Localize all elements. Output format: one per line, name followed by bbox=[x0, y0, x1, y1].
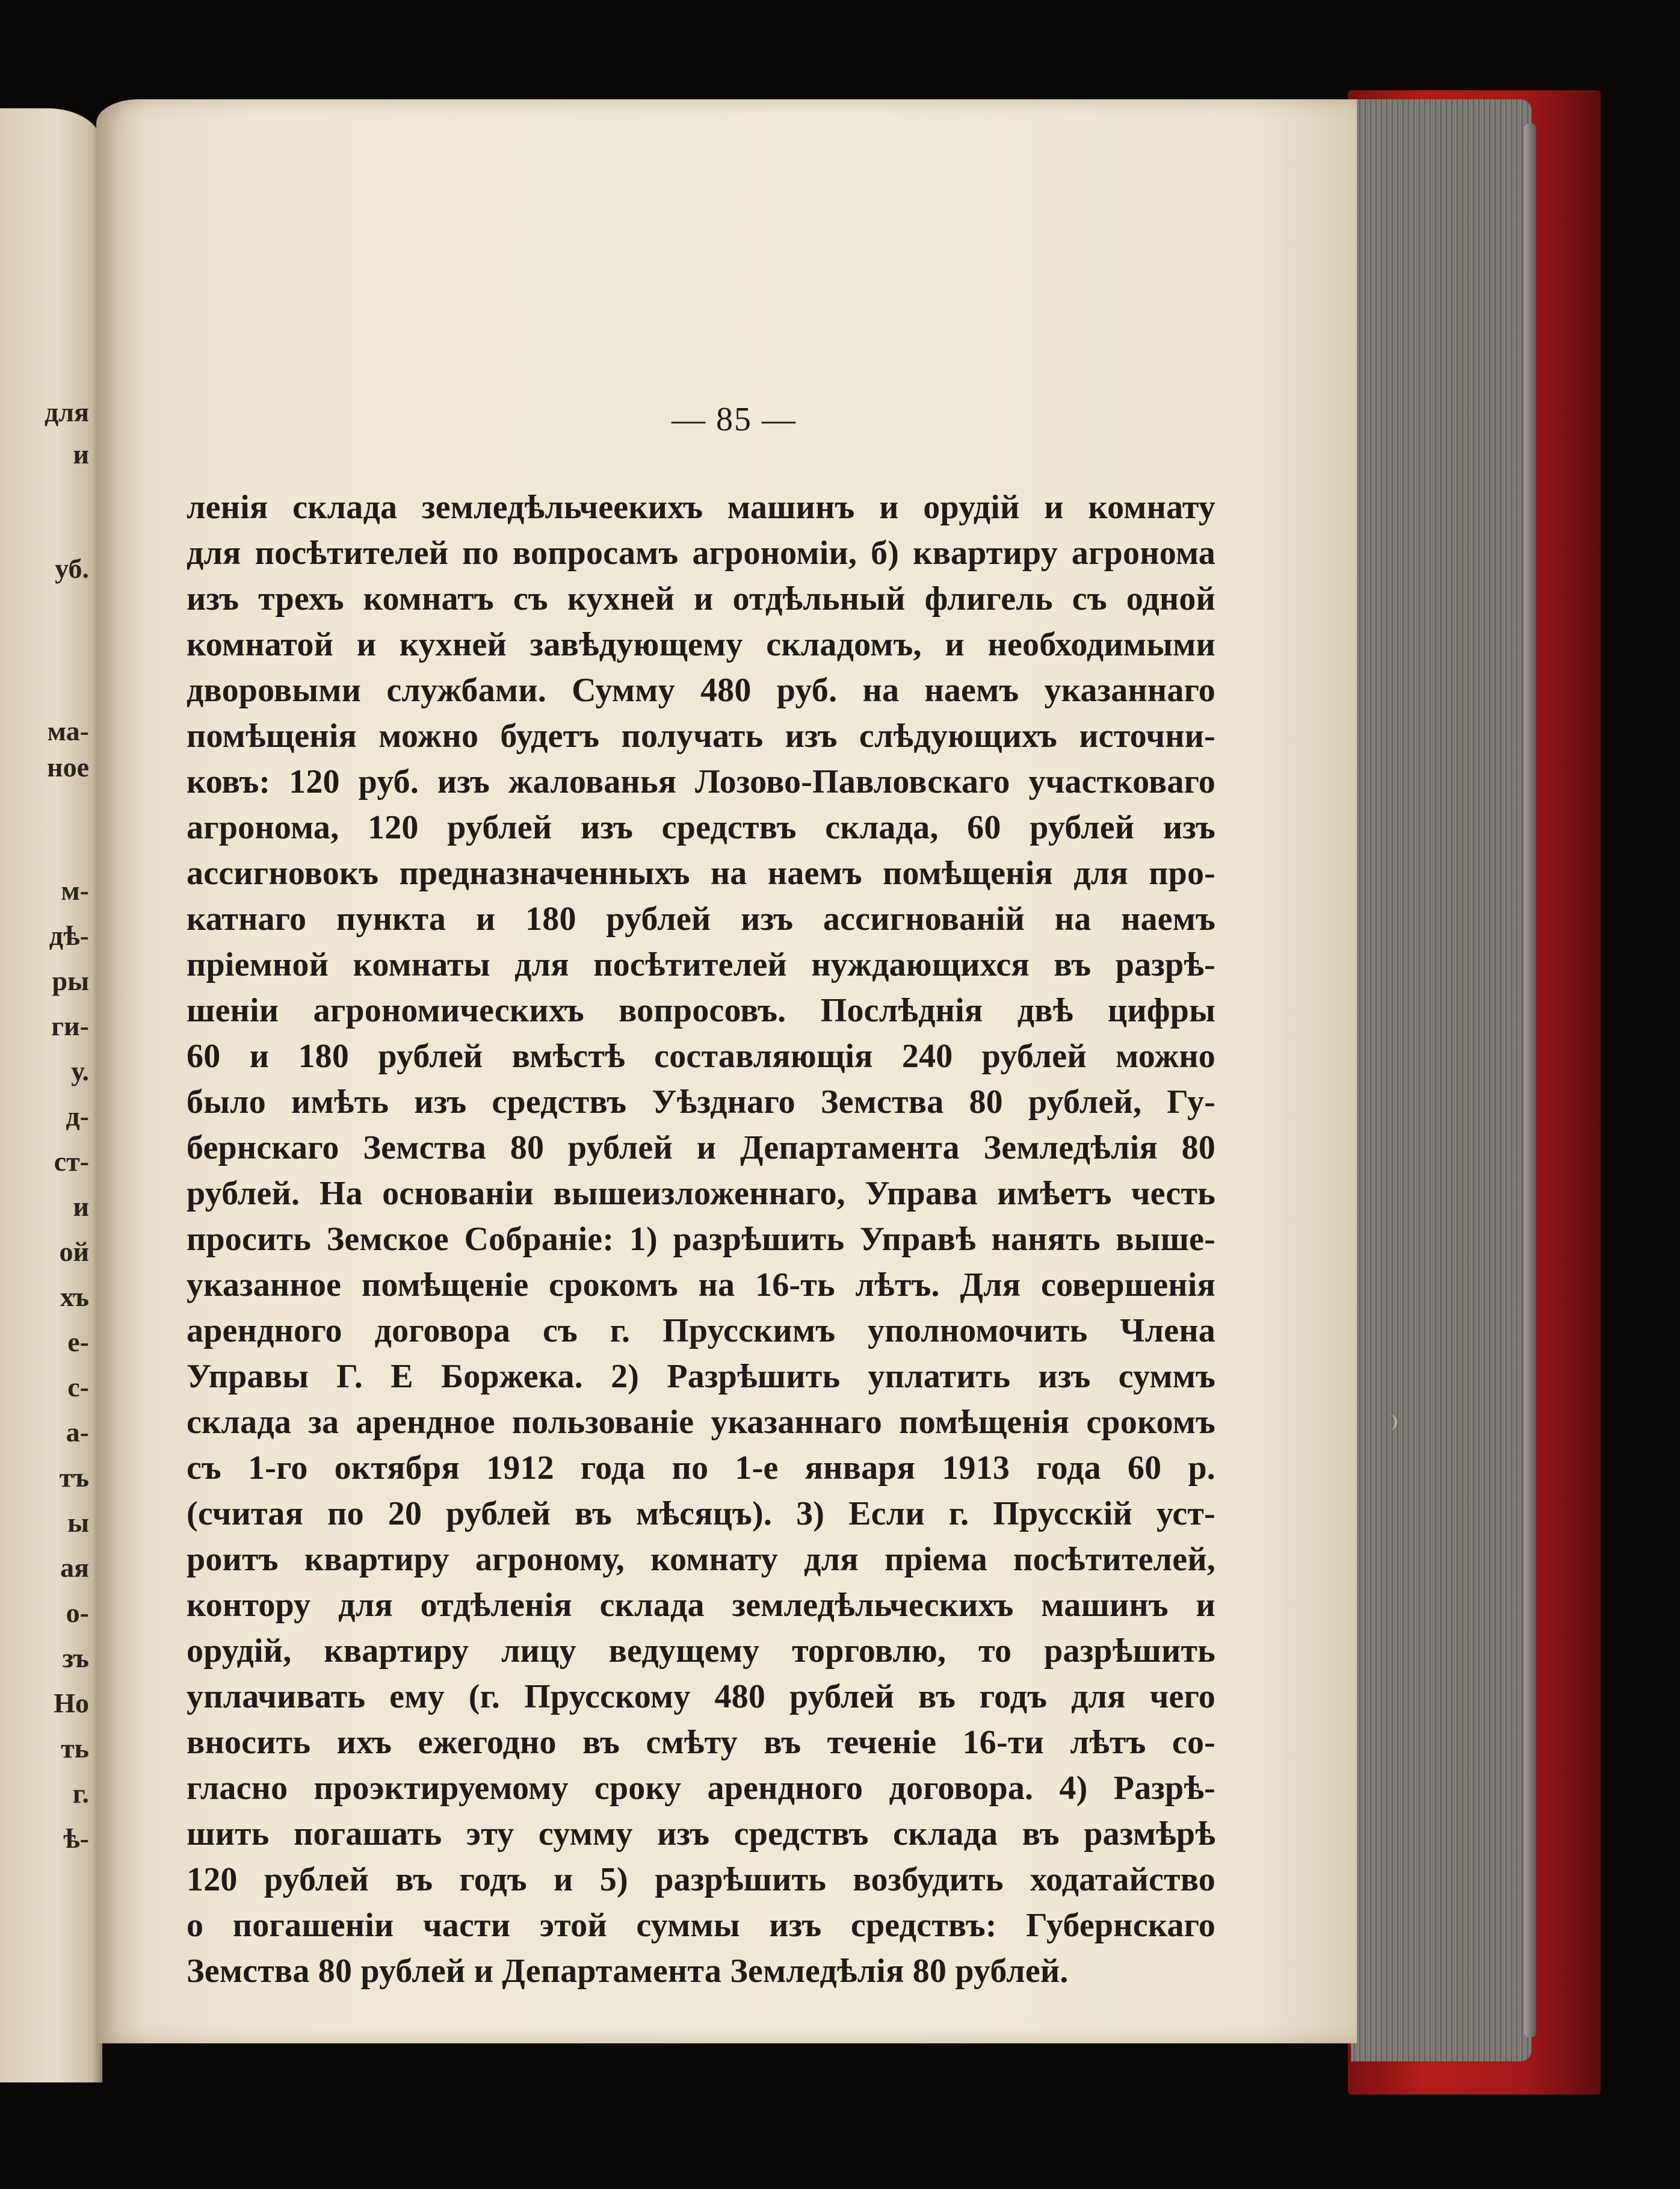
text-line: 60 и 180 рублей вмѣстѣ составляющія 240 рублей можно bbox=[187, 1038, 1215, 1075]
left-page-fragment: ги- bbox=[51, 1011, 89, 1041]
text-line: помѣщенія можно будетъ получать изъ слѣдующихъ источни- bbox=[187, 717, 1215, 755]
left-page-fragment: о- bbox=[66, 1597, 89, 1628]
text-line: рублей. На основаніи вышеизложеннаго, Управа имѣетъ честь bbox=[187, 1175, 1215, 1212]
text-line: вносить ихъ ежегодно въ смѣту въ теченіе 16-ти лѣтъ со- bbox=[187, 1724, 1215, 1761]
text-line: уплачивать ему (г. Прусскому 480 рублей въ годъ для чего bbox=[187, 1678, 1215, 1715]
left-page-fragment: м- bbox=[61, 875, 89, 906]
left-page-fragment: хъ bbox=[60, 1281, 89, 1312]
page-block-edges bbox=[1351, 99, 1531, 2061]
left-page-fragment: е- bbox=[67, 1327, 89, 1357]
left-page-fragment: ры bbox=[52, 965, 89, 996]
left-page-fragment: с- bbox=[67, 1372, 89, 1402]
left-page-fragment: ы bbox=[67, 1507, 89, 1538]
left-page bbox=[0, 108, 102, 2082]
right-page bbox=[96, 99, 1357, 2043]
left-page-fragment: ая bbox=[60, 1552, 89, 1583]
text-line: бернскаго Земства 80 рублей и Департамента Земледѣлія 80 bbox=[187, 1129, 1215, 1166]
text-line: просить Земское Собраніе: 1) разрѣшить Управѣ нанять выше- bbox=[187, 1221, 1215, 1258]
left-page-fragment: тъ bbox=[59, 1462, 89, 1493]
left-page-fragment: ст- bbox=[54, 1146, 89, 1177]
text-line: склада за арендное пользованіе указаннаго помѣщенія срокомъ bbox=[187, 1404, 1215, 1441]
left-page-fragment: для bbox=[45, 397, 89, 427]
text-line: 120 рублей въ годъ и 5) разрѣшить возбудить ходатайство bbox=[187, 1861, 1215, 1898]
left-page-fragment: ма- bbox=[47, 716, 89, 746]
text-line: для посѣтителей по вопросамъ агрономіи, б) квартиру агронома bbox=[187, 534, 1215, 572]
text-line: о погашеніи части этой суммы изъ средствъ: Губернскаго bbox=[187, 1907, 1215, 1944]
left-page-fragment: а- bbox=[66, 1417, 89, 1447]
left-page-fragment: у. bbox=[71, 1056, 89, 1086]
text-line: (считая по 20 рублей въ мѣсяцъ). 3) Если г. Прусскій уст- bbox=[187, 1495, 1215, 1532]
text-line: Земства 80 рублей и Департамента Земледѣлія 80 рублей. bbox=[187, 1952, 1069, 1990]
text-line: гласно проэктируемому сроку арендного договора. 4) Разрѣ- bbox=[187, 1769, 1215, 1807]
text-line: было имѣть изъ средствъ Уѣзднаго Земства 80 рублей, Гу- bbox=[187, 1083, 1215, 1121]
text-line: агронома, 120 рублей изъ средствъ склада, 60 рублей изъ bbox=[187, 809, 1215, 846]
body-text bbox=[187, 485, 1215, 1994]
left-page-fragment: и bbox=[73, 1191, 89, 1222]
text-line: ленія склада земледѣльчеекихъ машинъ и орудій и комнату bbox=[187, 489, 1215, 526]
text-line: дворовыми службами. Сумму 480 руб. на наемъ указаннаго bbox=[187, 672, 1215, 709]
left-page-fragment: д- bbox=[66, 1101, 89, 1132]
left-page-fragment: ѣ- bbox=[63, 1823, 89, 1854]
left-page-fragment: ное bbox=[47, 752, 89, 782]
text-line: комнатой и кухней завѣдующему складомъ, и необходимыми bbox=[187, 626, 1215, 663]
text-line: съ 1-го октября 1912 года по 1-е января 1913 года 60 р. bbox=[187, 1449, 1215, 1487]
left-page-fragment: Но bbox=[54, 1688, 89, 1718]
text-line: ковъ: 120 руб. изъ жалованья Лозово-Павловскаго участковаго bbox=[187, 763, 1215, 800]
left-page-fragment: уб. bbox=[55, 553, 89, 584]
left-page-fragment: г. bbox=[72, 1778, 89, 1809]
text-line: контору для отдѣленія склада земледѣльческихъ машинъ и bbox=[187, 1587, 1215, 1624]
page-number: — 85 — bbox=[672, 401, 797, 438]
text-line: катнаго пункта и 180 рублей изъ ассигнованій на наемъ bbox=[187, 900, 1215, 938]
text-line: шеніи агрономическихъ вопросовъ. Послѣднія двѣ цифры bbox=[187, 992, 1215, 1029]
left-page-fragment: зъ bbox=[62, 1643, 89, 1673]
text-line: орудій, квартиру лицу ведущему торговлю, то разрѣшить bbox=[187, 1632, 1215, 1670]
text-line: шить погашать эту сумму изъ средствъ склада въ размѣрѣ bbox=[187, 1815, 1215, 1853]
text-line: Управы Г. Е Боржека. 2) Разрѣшить уплатить изъ суммъ bbox=[187, 1358, 1215, 1395]
text-line: ассигновокъ предназначенныхъ на наемъ помѣщенія для про- bbox=[187, 855, 1215, 892]
left-page-fragment: и bbox=[73, 439, 89, 469]
left-page-fragment: ть bbox=[61, 1733, 89, 1763]
text-line: роитъ квартиру агроному, комнату для пріема посѣтителей, bbox=[187, 1541, 1215, 1578]
text-line: изъ трехъ комнатъ съ кухней и отдѣльный флигель съ одной bbox=[187, 580, 1215, 618]
left-page-fragment: дѣ- bbox=[49, 920, 89, 951]
text-line: пріемной комнаты для посѣтителей нуждающихся въ разрѣ- bbox=[187, 946, 1215, 983]
text-line: указанное помѣщеніе срокомъ на 16-ть лѣтъ. Для совершенія bbox=[187, 1266, 1215, 1304]
left-page-fragment: ой bbox=[59, 1236, 89, 1267]
text-line: арендного договора съ г. Прусскимъ уполномочить Члена bbox=[187, 1312, 1215, 1349]
